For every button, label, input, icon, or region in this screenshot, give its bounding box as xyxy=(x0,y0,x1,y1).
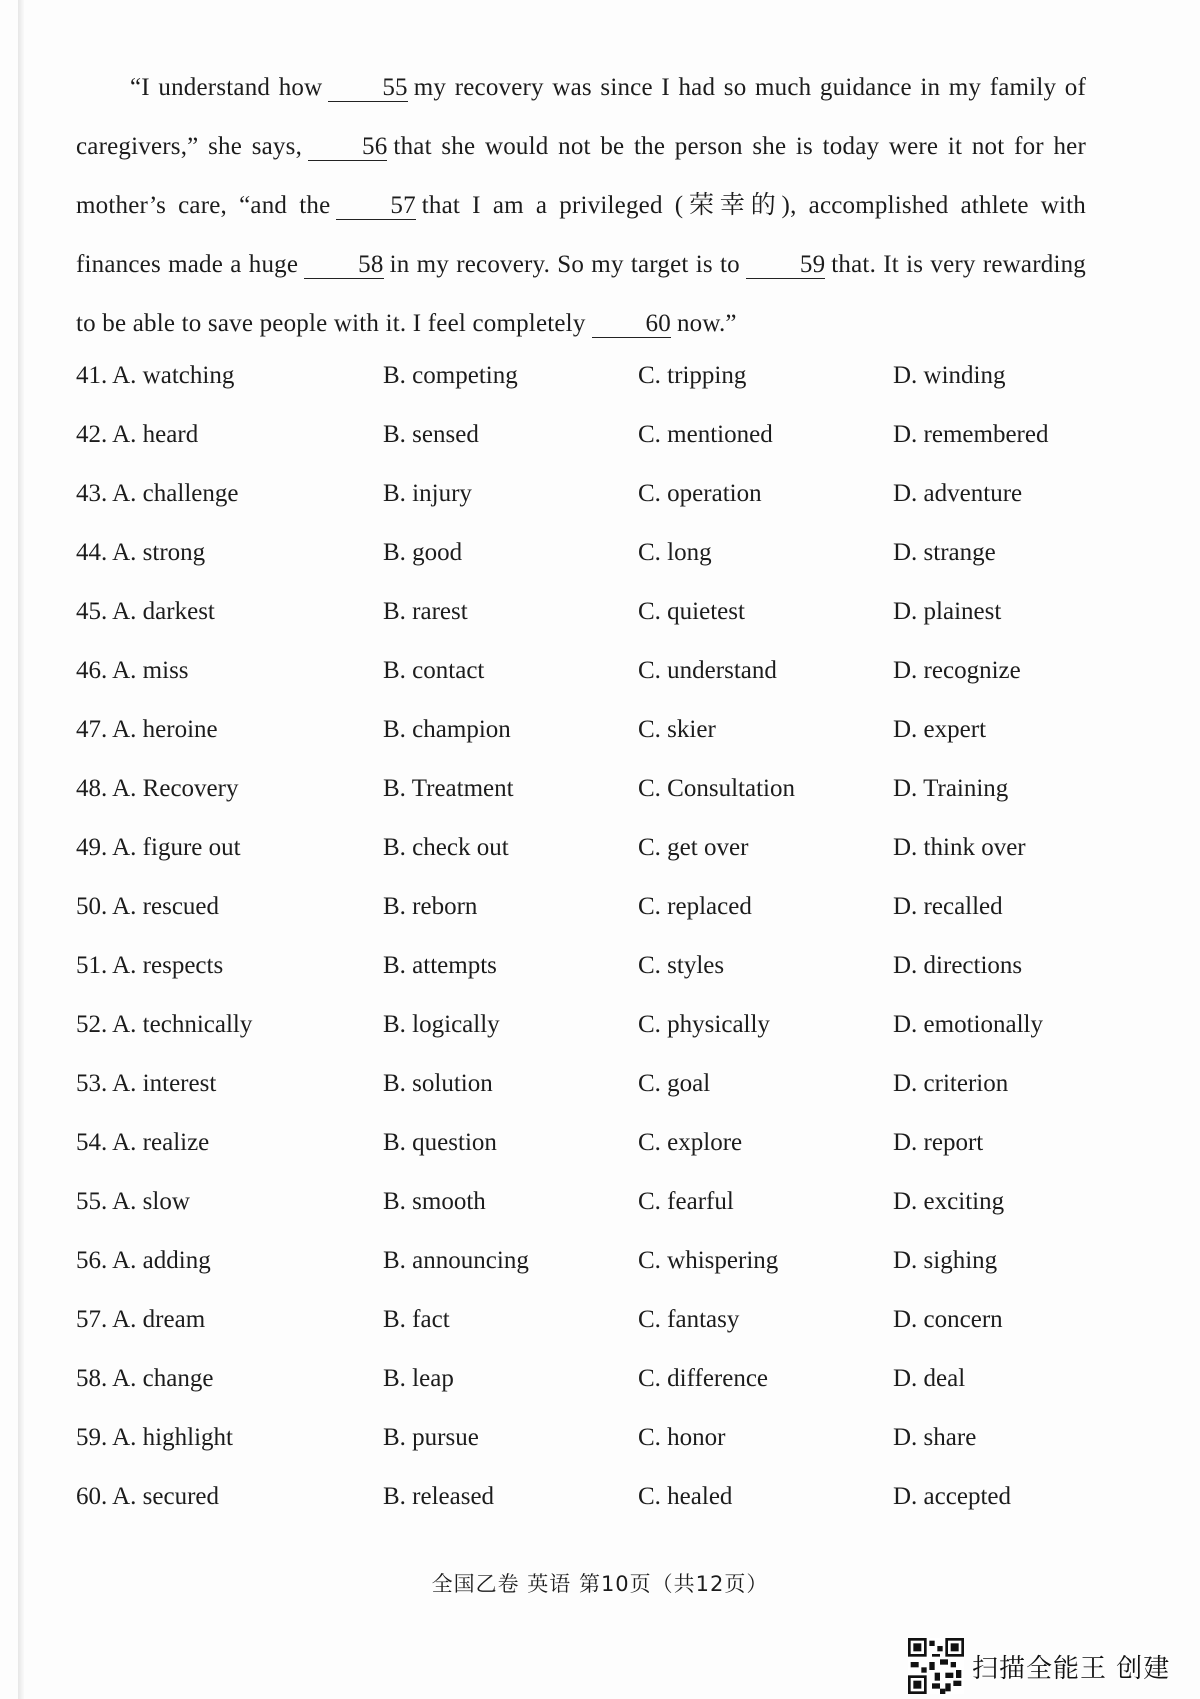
option-c: C. healed xyxy=(638,1483,733,1510)
option-a: 45. A. darkest xyxy=(76,598,215,625)
option-b: B. good xyxy=(383,539,463,566)
option-a: 50. A. rescued xyxy=(76,893,220,920)
option-d: D. concern xyxy=(893,1306,1003,1333)
option-a: 49. A. figure out xyxy=(76,834,241,861)
option-d: D. Training xyxy=(893,775,1009,802)
option-row xyxy=(76,362,1106,421)
passage-text: that she would not be the person she is today were it not for her mother’s care, “and the xyxy=(76,133,1086,219)
option-c: C. styles xyxy=(638,952,725,979)
option-row xyxy=(76,657,1106,716)
option-b: B. smooth xyxy=(383,1188,486,1215)
option-d: D. expert xyxy=(893,716,987,743)
option-a: 53. A. interest xyxy=(76,1070,217,1097)
option-row xyxy=(76,480,1106,539)
option-a: 52. A. technically xyxy=(76,1011,253,1038)
scan-edge-shadow xyxy=(18,0,24,1699)
option-d: D. accepted xyxy=(893,1483,1011,1510)
option-c: C. quietest xyxy=(638,598,745,625)
option-b: B. injury xyxy=(383,480,472,507)
option-c: C. skier xyxy=(638,716,716,743)
option-row xyxy=(76,952,1106,1011)
scanner-watermark xyxy=(908,1638,1170,1694)
option-row xyxy=(76,1306,1106,1365)
option-b: B. Treatment xyxy=(383,775,514,802)
option-a: 59. A. highlight xyxy=(76,1424,233,1451)
option-a: 46. A. miss xyxy=(76,657,189,684)
option-d: D. think over xyxy=(893,834,1026,861)
option-b: B. question xyxy=(383,1129,497,1156)
blank-57: 57 xyxy=(336,193,415,220)
option-b: B. sensed xyxy=(383,421,479,448)
option-a: 44. A. strong xyxy=(76,539,206,566)
option-row xyxy=(76,421,1106,480)
option-b: B. pursue xyxy=(383,1424,479,1451)
option-c: C. long xyxy=(638,539,712,566)
option-d: D. directions xyxy=(893,952,1023,979)
option-b: B. competing xyxy=(383,362,518,389)
option-row xyxy=(76,1070,1106,1129)
cloze-passage xyxy=(76,58,1086,353)
option-a: 60. A. secured xyxy=(76,1483,220,1510)
option-a: 54. A. realize xyxy=(76,1129,210,1156)
option-row xyxy=(76,598,1106,657)
answer-options xyxy=(76,362,1106,1542)
passage-text: now.” xyxy=(676,310,737,337)
option-d: D. adventure xyxy=(893,480,1023,507)
passage-text: that I am a privileged (荣幸的), accomplished athlete with finances made a huge xyxy=(76,192,1086,278)
option-d: D. exciting xyxy=(893,1188,1005,1215)
option-b: B. contact xyxy=(383,657,485,684)
option-c: C. tripping xyxy=(638,362,747,389)
option-row xyxy=(76,1247,1106,1306)
option-b: B. champion xyxy=(383,716,511,743)
option-b: B. solution xyxy=(383,1070,493,1097)
option-d: D. recognize xyxy=(893,657,1021,684)
option-c: C. fearful xyxy=(638,1188,734,1215)
option-c: C. honor xyxy=(638,1424,726,1451)
option-a: 57. A. dream xyxy=(76,1306,206,1333)
option-a: 55. A. slow xyxy=(76,1188,190,1215)
option-c: C. understand xyxy=(638,657,777,684)
blank-56: 56 xyxy=(308,134,387,161)
option-d: D. deal xyxy=(893,1365,966,1392)
option-d: D. plainest xyxy=(893,598,1002,625)
option-a: 41. A. watching xyxy=(76,362,235,389)
option-c: C. difference xyxy=(638,1365,769,1392)
option-row xyxy=(76,893,1106,952)
option-row xyxy=(76,1011,1106,1070)
option-b: B. fact xyxy=(383,1306,450,1333)
passage-text: in my recovery. So my target is to xyxy=(389,251,740,278)
option-b: B. reborn xyxy=(383,893,478,920)
option-d: D. report xyxy=(893,1129,984,1156)
option-a: 58. A. change xyxy=(76,1365,214,1392)
blank-59: 59 xyxy=(746,252,825,279)
option-a: 43. A. challenge xyxy=(76,480,239,507)
option-row xyxy=(76,834,1106,893)
option-c: C. operation xyxy=(638,480,762,507)
option-b: B. released xyxy=(383,1483,495,1510)
option-d: D. emotionally xyxy=(893,1011,1043,1038)
passage-paragraph xyxy=(76,58,1086,353)
passage-text: “I understand how xyxy=(130,74,323,101)
option-d: D. sighing xyxy=(893,1247,998,1274)
option-d: D. criterion xyxy=(893,1070,1009,1097)
blank-55: 55 xyxy=(328,75,407,102)
passage-text: that. It is very rewarding to be able to save people with it. I feel completely xyxy=(76,251,1086,337)
option-row xyxy=(76,1188,1106,1247)
option-c: C. fantasy xyxy=(638,1306,740,1333)
option-b: B. leap xyxy=(383,1365,454,1392)
option-c: C. physically xyxy=(638,1011,770,1038)
option-a: 51. A. respects xyxy=(76,952,224,979)
option-row xyxy=(76,1424,1106,1483)
option-c: C. explore xyxy=(638,1129,743,1156)
option-d: D. winding xyxy=(893,362,1006,389)
option-a: 56. A. adding xyxy=(76,1247,211,1274)
option-row xyxy=(76,1365,1106,1424)
option-a: 47. A. heroine xyxy=(76,716,218,743)
option-d: D. share xyxy=(893,1424,977,1451)
option-c: C. Consultation xyxy=(638,775,795,802)
option-b: B. check out xyxy=(383,834,509,861)
option-a: 42. A. heard xyxy=(76,421,199,448)
option-c: C. get over xyxy=(638,834,749,861)
blank-58: 58 xyxy=(304,252,383,279)
option-b: B. rarest xyxy=(383,598,468,625)
option-b: B. attempts xyxy=(383,952,497,979)
option-d: D. strange xyxy=(893,539,996,566)
option-row xyxy=(76,1483,1106,1542)
option-a: 48. A. Recovery xyxy=(76,775,239,802)
page-footer: 全国乙卷 英语 第10页（共12页） xyxy=(431,1572,769,1596)
scanner-label: 扫描全能王 创建 xyxy=(972,1653,1171,1684)
option-b: B. announcing xyxy=(383,1247,529,1274)
option-c: C. goal xyxy=(638,1070,711,1097)
option-row xyxy=(76,716,1106,775)
qr-code-icon xyxy=(908,1638,964,1694)
option-c: C. whispering xyxy=(638,1247,779,1274)
option-c: C. replaced xyxy=(638,893,752,920)
blank-60: 60 xyxy=(592,311,671,338)
option-row xyxy=(76,539,1106,598)
passage-text: my recovery was since I had so much guidance in my family of caregivers,” she says, xyxy=(76,74,1086,160)
option-row xyxy=(76,1129,1106,1188)
option-d: D. recalled xyxy=(893,893,1003,920)
option-row xyxy=(76,775,1106,834)
option-d: D. remembered xyxy=(893,421,1049,448)
option-b: B. logically xyxy=(383,1011,500,1038)
option-c: C. mentioned xyxy=(638,421,773,448)
